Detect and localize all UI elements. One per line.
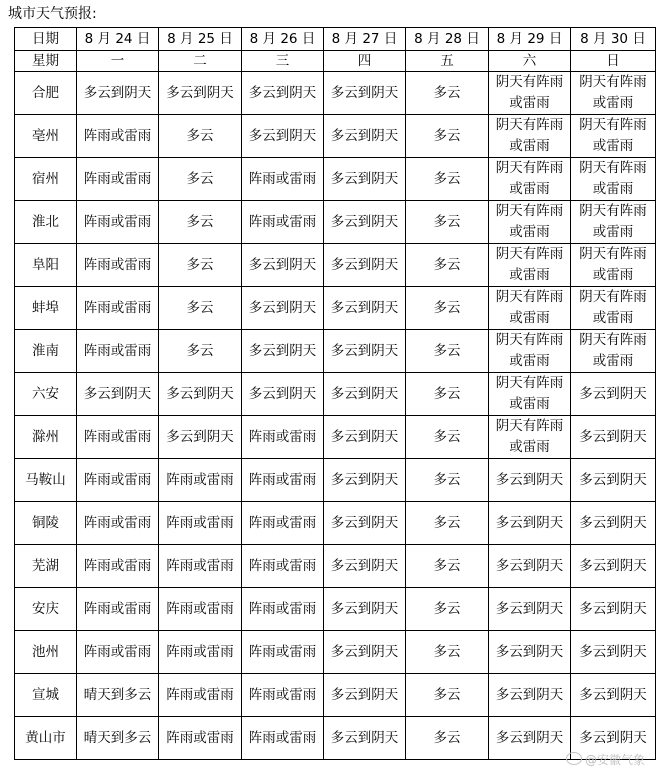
table-row [15,674,656,717]
forecast-cell: 多云到阴天 [489,459,571,502]
table-row [15,244,656,287]
forecast-cell: 多云到阴天 [489,717,571,760]
forecast-cell: 阵雨或雷雨 [242,717,324,760]
forecast-cell: 阴天有阵雨或雷雨 [571,244,656,287]
forecast-cell: 多云到阴天 [159,416,242,459]
forecast-cell: 多云到阴天 [571,502,656,545]
forecast-cell: 多云到阴天 [324,631,406,674]
forecast-cell: 阴天有阵雨或雷雨 [489,158,571,201]
forecast-cell: 多云到阴天 [324,717,406,760]
forecast-cell: 阵雨或雷雨 [242,459,324,502]
forecast-cell: 阴天有阵雨或雷雨 [489,416,571,459]
date-cell: 8 月 28 日 [406,28,489,51]
forecast-cell: 阵雨或雷雨 [242,588,324,631]
forecast-cell: 多云 [406,717,489,760]
forecast-cell: 阴天有阵雨或雷雨 [489,287,571,330]
forecast-cell: 多云到阴天 [571,373,656,416]
forecast-cell: 阵雨或雷雨 [242,674,324,717]
forecast-cell: 多云 [406,631,489,674]
forecast-cell: 多云 [406,158,489,201]
forecast-cell: 阴天有阵雨或雷雨 [571,287,656,330]
weekday-cell: 二 [159,51,242,72]
forecast-cell: 多云到阴天 [489,631,571,674]
city-name-cell: 宿州 [15,158,77,201]
city-name-cell: 阜阳 [15,244,77,287]
city-name-cell: 合肥 [15,72,77,115]
forecast-cell: 多云 [406,244,489,287]
forecast-cell: 阴天有阵雨或雷雨 [489,244,571,287]
table-row [15,330,656,373]
forecast-cell: 多云到阴天 [324,201,406,244]
date-cell: 8 月 24 日 [77,28,159,51]
forecast-cell: 阴天有阵雨或雷雨 [571,201,656,244]
weibo-icon [566,752,582,765]
forecast-cell: 阴天有阵雨或雷雨 [571,158,656,201]
forecast-cell: 阴天有阵雨或雷雨 [571,72,656,115]
forecast-cell: 多云到阴天 [571,545,656,588]
forecast-cell: 多云 [406,502,489,545]
city-name-cell: 黄山市 [15,717,77,760]
forecast-cell: 阴天有阵雨或雷雨 [571,115,656,158]
date-cell: 8 月 26 日 [242,28,324,51]
forecast-cell: 多云 [406,115,489,158]
table-row [15,502,656,545]
table-row [15,416,656,459]
forecast-cell: 阵雨或雷雨 [242,201,324,244]
forecast-cell: 多云到阴天 [324,502,406,545]
forecast-cell: 多云到阴天 [571,588,656,631]
forecast-cell: 多云 [406,545,489,588]
table-row [15,588,656,631]
forecast-cell: 多云到阴天 [77,373,159,416]
forecast-cell: 多云 [406,416,489,459]
forecast-cell: 阵雨或雷雨 [159,717,242,760]
city-name-cell: 亳州 [15,115,77,158]
forecast-cell: 多云到阴天 [571,631,656,674]
weekday-cell: 日 [571,51,656,72]
page-title: 城市天气预报: [8,6,97,22]
forecast-cell: 阵雨或雷雨 [77,416,159,459]
table-row [15,631,656,674]
forecast-cell: 多云到阴天 [324,588,406,631]
table-row [15,717,656,760]
table-row [15,287,656,330]
forecast-cell: 阴天有阵雨或雷雨 [489,373,571,416]
forecast-cell: 阵雨或雷雨 [77,287,159,330]
forecast-cell: 多云到阴天 [242,330,324,373]
forecast-cell: 阴天有阵雨或雷雨 [489,201,571,244]
forecast-cell: 多云到阴天 [324,115,406,158]
forecast-cell: 多云到阴天 [571,416,656,459]
city-name-cell: 宣城 [15,674,77,717]
forecast-cell: 多云到阴天 [324,459,406,502]
forecast-cell: 多云到阴天 [324,373,406,416]
forecast-cell: 阵雨或雷雨 [159,459,242,502]
forecast-cell: 多云 [406,330,489,373]
forecast-cell: 多云到阴天 [571,717,656,760]
forecast-cell: 多云到阴天 [324,72,406,115]
city-name-cell: 蚌埠 [15,287,77,330]
date-cell: 8 月 27 日 [324,28,406,51]
forecast-cell: 多云到阴天 [242,115,324,158]
table-row [15,545,656,588]
forecast-cell: 阵雨或雷雨 [242,545,324,588]
forecast-cell: 多云到阴天 [489,502,571,545]
date-cell: 8 月 30 日 [571,28,656,51]
city-name-cell: 淮北 [15,201,77,244]
weekday-label-cell: 星期 [15,51,77,72]
date-cell: 8 月 25 日 [159,28,242,51]
forecast-cell: 阵雨或雷雨 [77,631,159,674]
forecast-cell: 阵雨或雷雨 [159,588,242,631]
forecast-cell: 阴天有阵雨或雷雨 [571,330,656,373]
forecast-cell: 阴天有阵雨或雷雨 [489,72,571,115]
forecast-cell: 多云到阴天 [324,330,406,373]
forecast-cell: 多云 [406,588,489,631]
table-row [15,201,656,244]
forecast-cell: 多云 [159,287,242,330]
forecast-cell: 晴天到多云 [77,674,159,717]
forecast-cell: 阵雨或雷雨 [77,545,159,588]
forecast-cell: 多云到阴天 [242,287,324,330]
forecast-cell: 阵雨或雷雨 [77,459,159,502]
forecast-cell: 多云 [159,158,242,201]
forecast-cell: 多云到阴天 [242,244,324,287]
date-header-row [15,28,656,51]
table-row [15,72,656,115]
forecast-cell: 多云到阴天 [324,545,406,588]
forecast-cell: 多云到阴天 [489,588,571,631]
city-name-cell: 池州 [15,631,77,674]
forecast-cell: 多云 [406,459,489,502]
forecast-cell: 多云到阴天 [324,287,406,330]
weekday-cell: 一 [77,51,159,72]
city-name-cell: 芜湖 [15,545,77,588]
forecast-cell: 阵雨或雷雨 [77,244,159,287]
forecast-cell: 多云 [406,674,489,717]
weekday-cell: 六 [489,51,571,72]
forecast-cell: 阵雨或雷雨 [159,674,242,717]
forecast-cell: 多云到阴天 [489,674,571,717]
forecast-cell: 多云到阴天 [242,72,324,115]
forecast-cell: 阵雨或雷雨 [242,631,324,674]
city-name-cell: 淮南 [15,330,77,373]
forecast-cell: 多云 [406,72,489,115]
forecast-cell: 阵雨或雷雨 [242,502,324,545]
forecast-cell: 多云 [159,201,242,244]
watermark-text: @安徽气象 [584,753,645,767]
table-row [15,373,656,416]
forecast-cell: 阴天有阵雨或雷雨 [489,115,571,158]
forecast-cell: 多云到阴天 [159,373,242,416]
forecast-cell: 阵雨或雷雨 [242,158,324,201]
forecast-cell: 阵雨或雷雨 [77,502,159,545]
forecast-cell: 阵雨或雷雨 [77,330,159,373]
forecast-cell: 多云 [159,244,242,287]
forecast-cell: 多云 [159,330,242,373]
city-name-cell: 六安 [15,373,77,416]
weekday-cell: 四 [324,51,406,72]
forecast-cell: 阵雨或雷雨 [77,588,159,631]
forecast-cell: 多云 [406,201,489,244]
forecast-cell: 阵雨或雷雨 [159,545,242,588]
forecast-cell: 阴天有阵雨或雷雨 [489,330,571,373]
forecast-cell: 阵雨或雷雨 [159,502,242,545]
forecast-cell: 多云到阴天 [324,244,406,287]
watermark [566,751,645,768]
forecast-cell: 多云到阴天 [242,373,324,416]
forecast-cell: 多云 [406,287,489,330]
forecast-cell: 多云到阴天 [571,674,656,717]
forecast-cell: 多云到阴天 [324,674,406,717]
city-name-cell: 安庆 [15,588,77,631]
forecast-cell: 多云到阴天 [159,72,242,115]
forecast-cell: 多云 [159,115,242,158]
table-row [15,459,656,502]
forecast-cell: 阵雨或雷雨 [242,416,324,459]
city-name-cell: 铜陵 [15,502,77,545]
city-name-cell: 滁州 [15,416,77,459]
date-cell: 8 月 29 日 [489,28,571,51]
forecast-table [14,27,656,760]
date-label-cell: 日期 [15,28,77,51]
forecast-cell: 多云到阴天 [77,72,159,115]
forecast-cell: 晴天到多云 [77,717,159,760]
forecast-cell: 阵雨或雷雨 [77,201,159,244]
weekday-cell: 五 [406,51,489,72]
forecast-cell: 多云到阴天 [489,545,571,588]
table-row [15,158,656,201]
weekday-header-row [15,51,656,72]
forecast-cell: 多云到阴天 [571,459,656,502]
forecast-cell: 多云 [406,373,489,416]
city-name-cell: 马鞍山 [15,459,77,502]
forecast-cell: 阵雨或雷雨 [159,631,242,674]
forecast-cell: 阵雨或雷雨 [77,115,159,158]
forecast-cell: 多云到阴天 [324,158,406,201]
forecast-cell: 阵雨或雷雨 [77,158,159,201]
weekday-cell: 三 [242,51,324,72]
forecast-cell: 多云到阴天 [324,416,406,459]
table-row [15,115,656,158]
